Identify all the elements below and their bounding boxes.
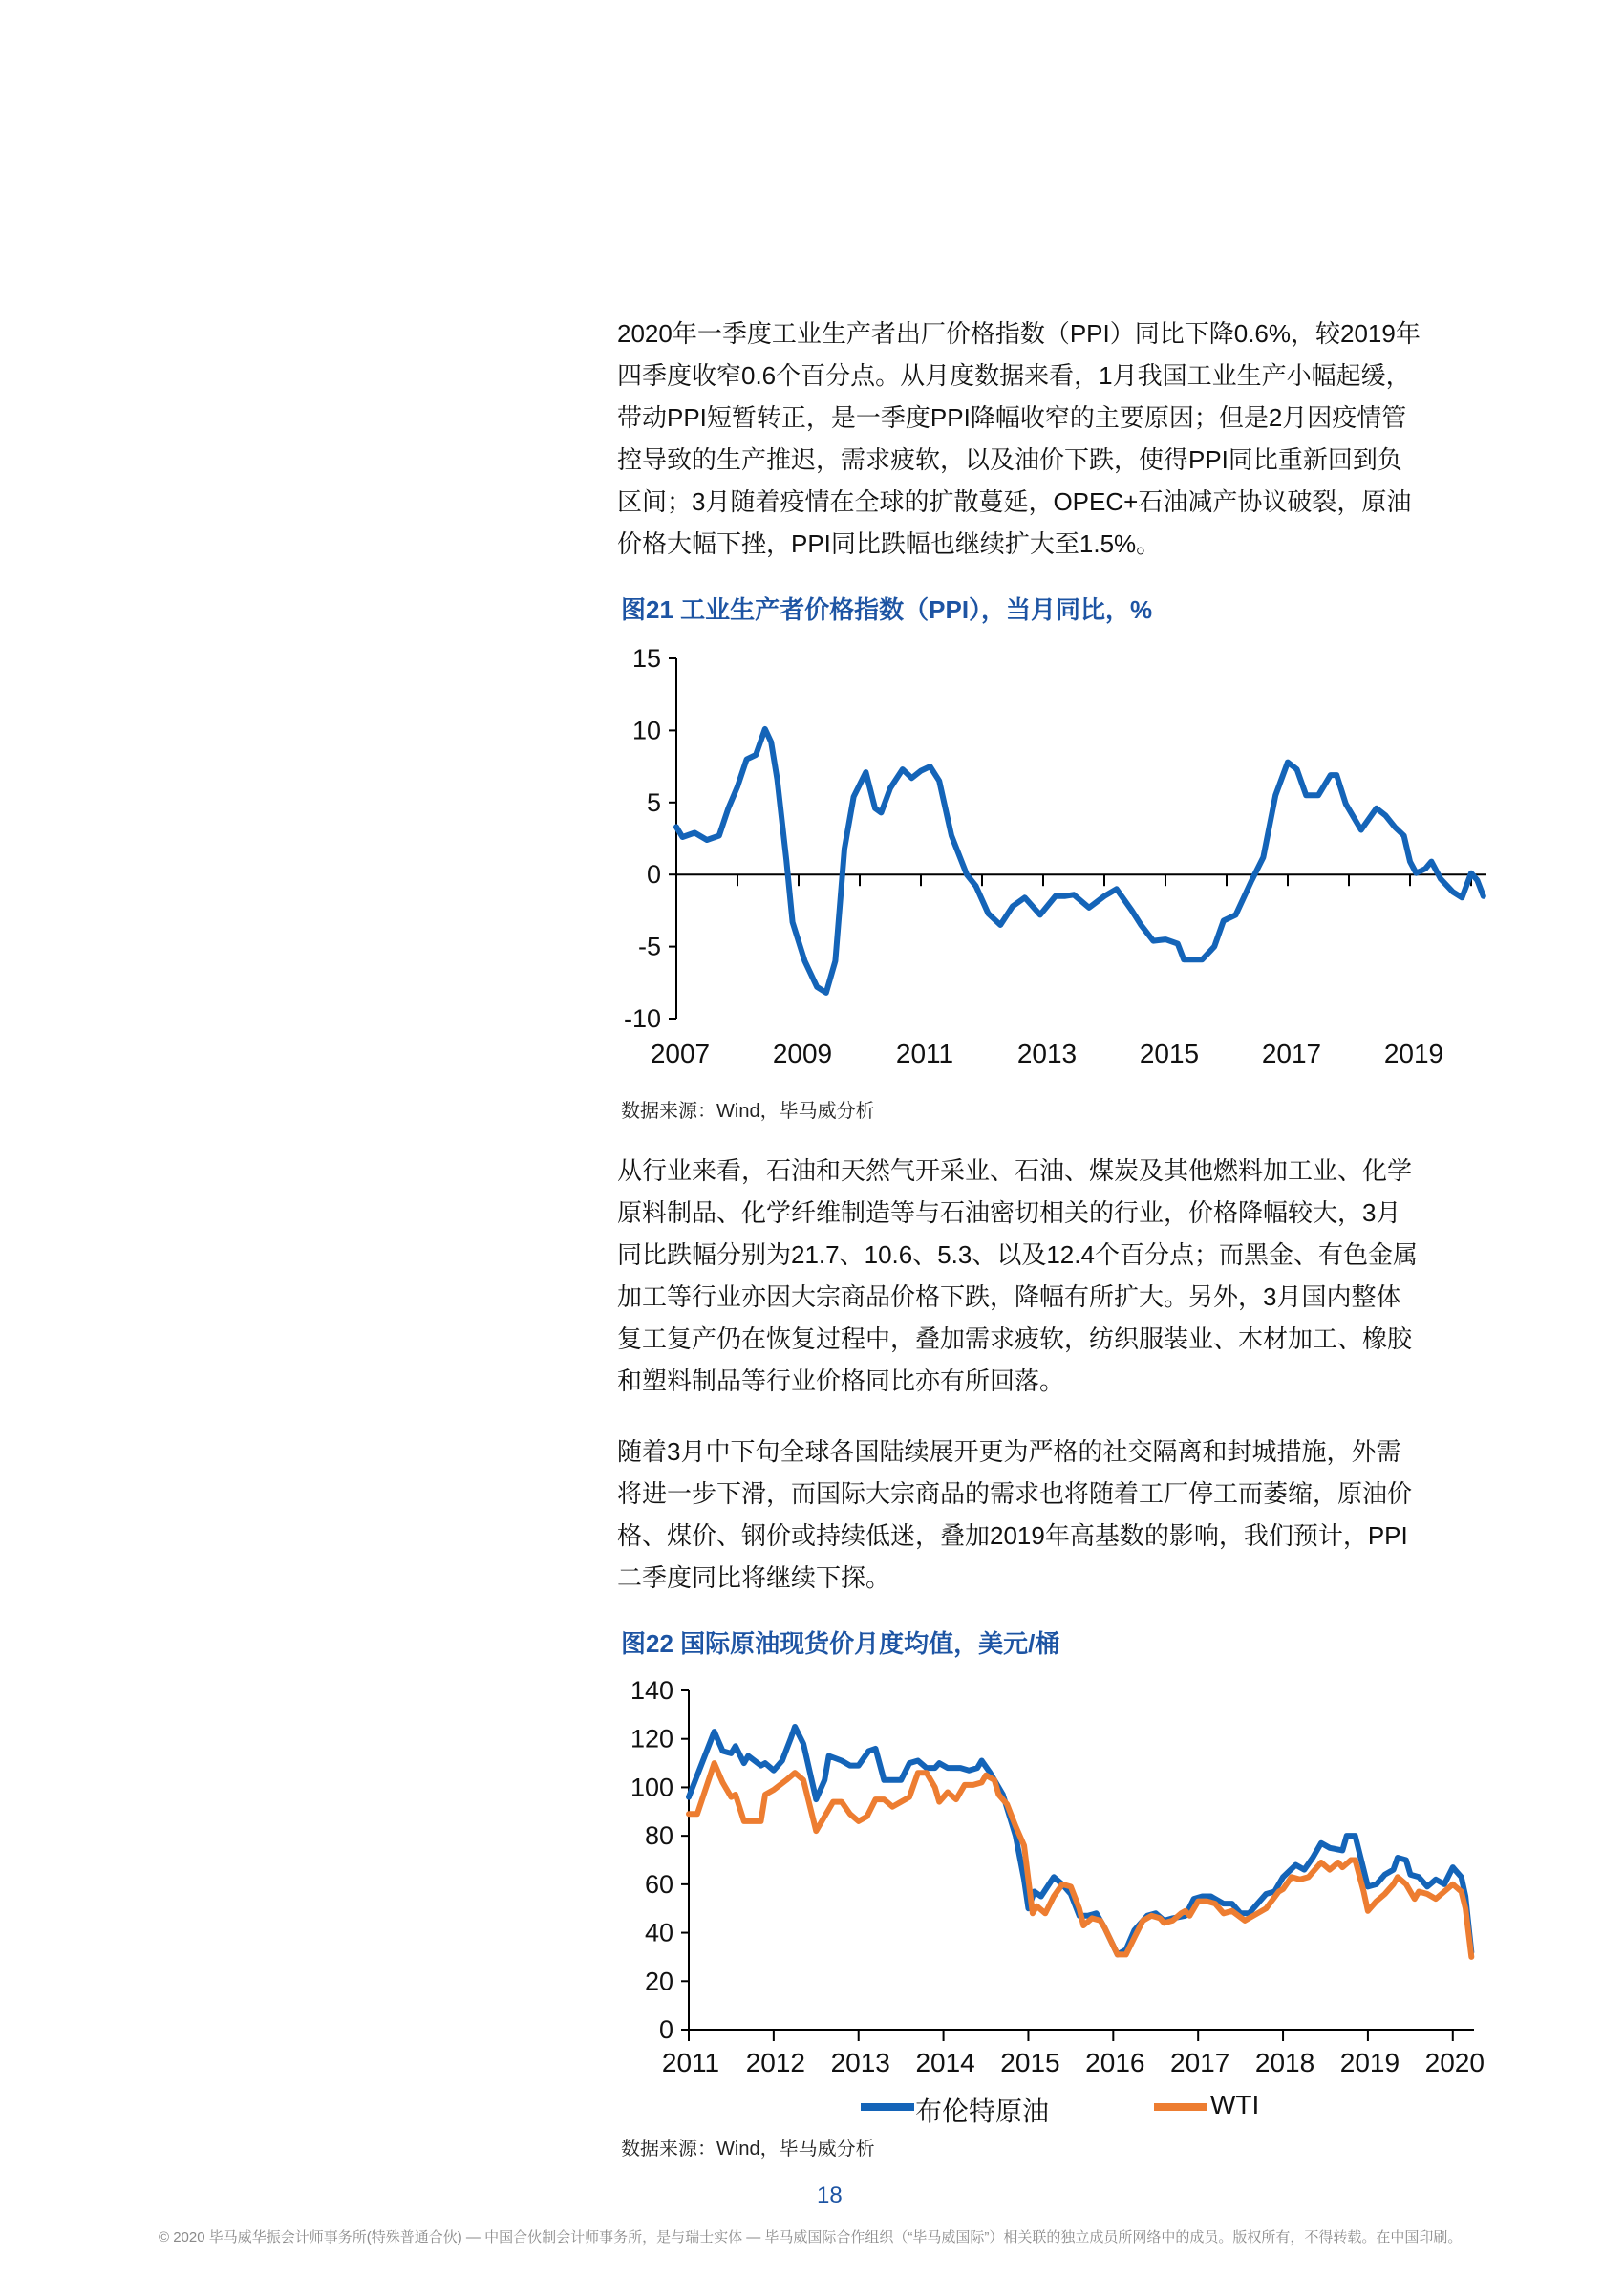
figure-22-title: 图22 国际原油现货价月度均值，美元/桶	[621, 1629, 1060, 1658]
paragraph-line: 加工等行业亦因大宗商品价格下跌，降幅有所扩大。另外，3月国内整体	[617, 1282, 1401, 1311]
y-tick-label: 40	[644, 1918, 673, 1947]
figure-21-source: 数据来源：Wind，毕马威分析	[621, 1101, 875, 1122]
x-tick-label: 2017	[1170, 2048, 1230, 2077]
x-tick-label: 2007	[650, 1039, 711, 1068]
copyright-footer: © 2020 毕马威华振会计师事务所(特殊普通合伙) — 中国合伙制会计师事务所，是与瑞士实体 — 毕马威国际合作组织（“毕马威国际”）相关联的独立成员所网络中的成员。版权所有，不得转载。在中国印刷。	[159, 2229, 1463, 2246]
page-number: 18	[817, 2183, 843, 2208]
paragraph-line: 复工复产仍在恢复过程中，叠加需求疲软，纺织服装业、木材加工、橡胶	[617, 1324, 1413, 1353]
paragraph-line: 控导致的生产推迟，需求疲软，以及油价下跌，使得PPI同比重新回到负	[617, 445, 1402, 474]
x-tick-label: 2011	[661, 2048, 720, 2077]
x-tick-label: 2019	[1339, 2048, 1400, 2077]
y-tick-label: 120	[630, 1724, 673, 1753]
x-tick-label: 2017	[1261, 1039, 1322, 1068]
x-tick-label: 2015	[1139, 1039, 1200, 1068]
paragraph-line: 带动PPI短暂转正，是一季度PPI降幅收窄的主要原因；但是2月因疫情管	[617, 403, 1407, 432]
legend-label: WTI	[1210, 2090, 1260, 2119]
x-tick-label: 2020	[1424, 2048, 1485, 2077]
y-tick-label: 80	[644, 1821, 673, 1851]
y-tick-label: 5	[646, 787, 661, 817]
paragraph-line: 区间；3月随着疫情在全球的扩散蔓延，OPEC+石油减产协议破裂，原油	[617, 487, 1412, 516]
y-tick-label: 0	[658, 2015, 673, 2044]
x-tick-label: 2013	[1016, 1039, 1078, 1068]
figure-22-source: 数据来源：Wind，毕马威分析	[621, 2139, 875, 2160]
paragraph-line: 将进一步下滑，而国际大宗商品的需求也将随着工厂停工而萎缩，原油价	[617, 1479, 1413, 1508]
paragraph-line: 原料制品、化学纤维制造等与石油密切相关的行业，价格降幅较大，3月	[617, 1198, 1401, 1227]
x-tick-label: 2014	[915, 2048, 975, 2077]
paragraph-line: 随着3月中下旬全球各国陆续展开更为严格的社交隔离和封城措施，外需	[617, 1437, 1401, 1466]
x-tick-label: 2013	[830, 2048, 890, 2077]
paragraph-line: 四季度收窄0.6个百分点。从月度数据来看，1月我国工业生产小幅起缓，	[617, 361, 1411, 390]
x-tick-label: 2019	[1383, 1039, 1444, 1068]
x-tick-label: 2011	[895, 1039, 954, 1068]
paragraph-line: 从行业来看，石油和天然气开采业、石油、煤炭及其他燃料加工业、化学	[617, 1156, 1413, 1185]
y-tick-label: -5	[637, 932, 661, 961]
x-tick-label: 2015	[1000, 2048, 1060, 2077]
x-tick-label: 2012	[745, 2048, 806, 2077]
y-tick-label: 10	[631, 716, 661, 745]
y-tick-label: 15	[631, 644, 661, 673]
x-tick-label: 2016	[1085, 2048, 1145, 2077]
x-tick-label: 2018	[1254, 2048, 1315, 2077]
paragraph-line: 同比跌幅分别为21.7、10.6、5.3、以及12.4个百分点；而黑金、有色金属	[617, 1240, 1418, 1269]
figure-21-title: 图21 工业生产者价格指数（PPI），当月同比，%	[621, 595, 1153, 624]
paragraph-line: 二季度同比将继续下探。	[617, 1563, 891, 1592]
paragraph-line: 格、煤价、钢价或持续低迷，叠加2019年高基数的影响，我们预计，PPI	[617, 1521, 1408, 1550]
x-tick-label: 2009	[772, 1039, 833, 1068]
y-tick-label: -10	[623, 1004, 661, 1033]
y-tick-label: 140	[630, 1676, 673, 1705]
y-tick-label: 100	[630, 1773, 673, 1802]
paragraph-line: 和塑料制品等行业价格同比亦有所回落。	[617, 1366, 1065, 1395]
y-tick-label: 60	[644, 1869, 673, 1899]
paragraph-line: 2020年一季度工业生产者出厂价格指数（PPI）同比下降0.6%，较2019年	[617, 319, 1421, 348]
y-tick-label: 20	[644, 1967, 673, 1996]
paragraph-line: 价格大幅下挫，PPI同比跌幅也继续扩大至1.5%。	[617, 529, 1162, 558]
y-tick-label: 0	[646, 860, 661, 890]
legend-label: 布伦特原油	[915, 2097, 1050, 2126]
series-line-wti	[689, 1763, 1471, 1957]
